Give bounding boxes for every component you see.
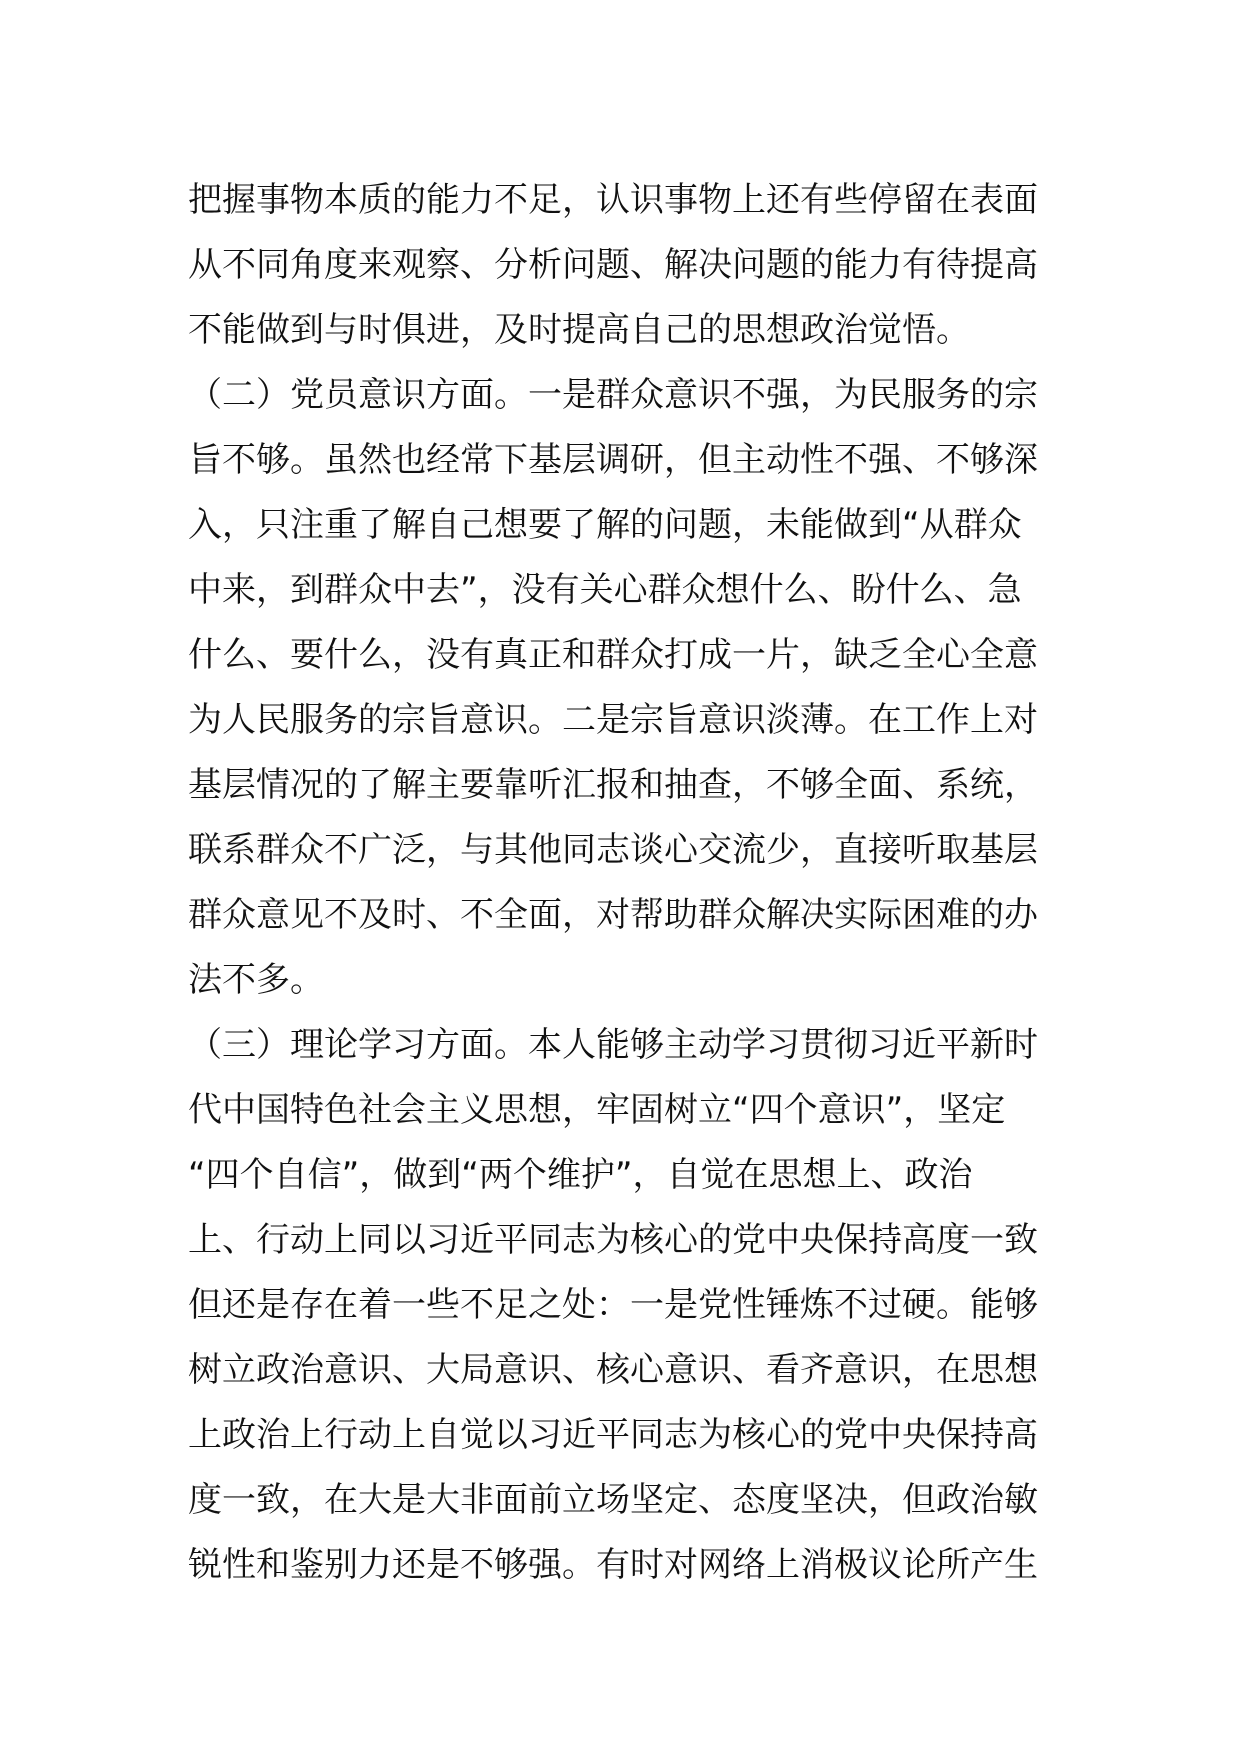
- text-line: 不能做到与时俱进，及时提高自己的思想政治觉悟。: [188, 310, 970, 350]
- text-line: 中来，到群众中去”，没有关心群众想什么、盼什么、急: [188, 570, 1022, 610]
- text-line: 上政治上行动上自觉以习近平同志为核心的党中央保持高: [188, 1415, 1038, 1455]
- text-line: 什么、要什么，没有真正和群众打成一片，缺乏全心全意: [188, 635, 1038, 675]
- text-line: 代中国特色社会主义思想，牢固树立“四个意识”，坚定: [188, 1090, 1006, 1130]
- document-body: [188, 168, 1068, 1598]
- text-line: 上、行动上同以习近平同志为核心的党中央保持高度一致: [188, 1220, 1038, 1260]
- text-line: 联系群众不广泛，与其他同志谈心交流少，直接听取基层: [188, 830, 1038, 870]
- text-line: 把握事物本质的能力不足，认识事物上还有些停留在表面: [188, 180, 1038, 220]
- text-line: 群众意见不及时、不全面，对帮助群众解决实际困难的办: [188, 895, 1038, 935]
- text-line: 基层情况的了解主要靠听汇报和抽查，不够全面、系统，: [188, 765, 1038, 805]
- text-line: 法不多。: [188, 960, 324, 1000]
- text-line: “四个自信”，做到“两个维护”，自觉在思想上、政治: [188, 1155, 973, 1195]
- text-line: 旨不够。虽然也经常下基层调研，但主动性不强、不够深: [188, 440, 1038, 480]
- text-line: 为人民服务的宗旨意识。二是宗旨意识淡薄。在工作上对: [188, 700, 1038, 740]
- text-line: 锐性和鉴别力还是不够强。有时对网络上消极议论所产生: [188, 1545, 1038, 1585]
- section-heading-line: （三）理论学习方面。本人能够主动学习贯彻习近平新时: [188, 1025, 1038, 1065]
- text-line: 度一致，在大是大非面前立场坚定、态度坚决，但政治敏: [188, 1480, 1038, 1520]
- text-line: 但还是存在着一些不足之处：一是党性锤炼不过硬。能够: [188, 1285, 1038, 1325]
- text-line: 树立政治意识、大局意识、核心意识、看齐意识，在思想: [188, 1350, 1038, 1390]
- text-line: 入，只注重了解自己想要了解的问题，未能做到“从群众: [188, 505, 1022, 545]
- section-heading-line: （二）党员意识方面。一是群众意识不强，为民服务的宗: [188, 375, 1038, 415]
- text-line: 从不同角度来观察、分析问题、解决问题的能力有待提高: [188, 245, 1038, 285]
